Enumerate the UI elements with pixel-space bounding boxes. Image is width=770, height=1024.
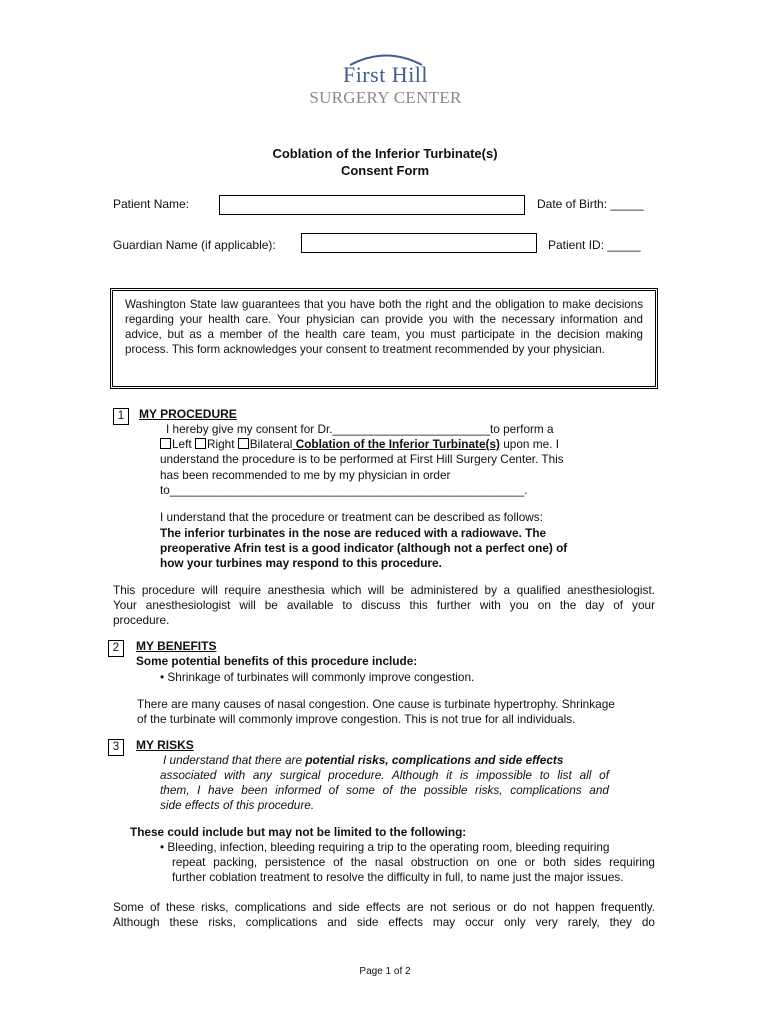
section-number-2: 2	[108, 640, 124, 657]
upon-me-text: upon me. I	[499, 437, 559, 451]
page-number: Page 1 of 2	[359, 966, 411, 977]
risk-text-1: Bleeding, infection, bleeding requiring a trip to the operating room, bleeding requiring	[167, 840, 610, 854]
notice-box: Washington State law guarantees that you have both the right and the obligation to make decisions regarding your health care. Your physician can provide you with the necessary information and advice, but as a member of the health care team, you must participate in the decision making process. This form acknowledges your consent to treatment recommended by your physician.	[110, 288, 658, 389]
congestion-line-1: There are many causes of nasal congestion. One cause is turbinate hypertrophy. Shrinkage	[137, 697, 615, 711]
patient-name-field[interactable]	[219, 195, 525, 215]
description-line-3: how your turbines may respond to this procedure.	[160, 556, 442, 570]
closing-line-2: Although these risks, complications and side effects may occur only very rarely, they do	[113, 915, 655, 929]
side-selection-line	[160, 437, 559, 452]
anesthesia-line-3: procedure.	[113, 613, 170, 627]
left-label: Left	[172, 437, 192, 451]
procedure-name: Coblation of the Inferior Turbinate(s)	[292, 437, 500, 451]
risk-text-3: further coblation treatment to resolve the difficulty in full, to name just the major issues.	[172, 870, 624, 884]
risk-text-2: repeat packing, persistence of the nasal obstruction on one or both sides requiring	[172, 855, 655, 869]
anesthesia-line-2: Your anesthesiologist will be available to discuss this further with you on the day of your	[113, 598, 655, 612]
bilateral-checkbox[interactable]	[238, 438, 249, 449]
risks-line-2: associated with any surgical procedure. Although it is impossible to list all of	[160, 768, 609, 782]
description-intro: I understand that the procedure or treatment can be described as follows:	[160, 510, 543, 524]
section-number-1: 1	[113, 408, 129, 425]
guardian-name-field[interactable]	[301, 233, 537, 253]
section-heading-procedure: MY PROCEDURE	[139, 407, 237, 421]
description-line-2: preoperative Afrin test is a good indicator (although not a perfect one) of	[160, 541, 568, 555]
bilateral-label: Bilateral	[249, 437, 293, 451]
section-number-3: 3	[108, 739, 124, 756]
benefit-item: • Shrinkage of turbinates will commonly improve congestion.	[160, 670, 475, 684]
risks-emphasis: potential risks, complications and side effects	[305, 753, 564, 767]
right-checkbox[interactable]	[195, 438, 206, 449]
section-heading-benefits: MY BENEFITS	[136, 639, 217, 653]
closing-line-1: Some of these risks, complications and side effects are not serious or do not happen frequently.	[113, 900, 655, 914]
consent-doctor-line: I hereby give my consent for Dr.________________________to perform a	[166, 422, 554, 436]
benefits-subheading: Some potential benefits of this procedure include:	[136, 654, 418, 668]
section-heading-risks: MY RISKS	[136, 738, 194, 752]
purpose-line: to______________________________________________________.	[160, 483, 528, 497]
anesthesia-line-1: This procedure will require anesthesia which will be administered by a qualified anesthesiologist.	[113, 583, 655, 597]
risks-line-1	[163, 753, 563, 768]
form-subtitle: Consent Form	[340, 163, 430, 178]
recommended-line: has been recommended to me by my physician in order	[160, 468, 451, 482]
description-line-1: The inferior turbinates in the nose are reduced with a radiowave. The	[160, 526, 547, 540]
right-label: Right	[206, 437, 235, 451]
logo-subtitle: SURGERY CENTER	[309, 88, 462, 107]
guardian-name-label: Guardian Name (if applicable):	[113, 238, 276, 252]
benefit-text: Shrinkage of turbinates will commonly improve congestion.	[167, 670, 475, 684]
risks-line-1-text: I understand that there are	[163, 753, 306, 767]
congestion-line-2: of the turbinate will commonly improve congestion. This is not true for all individuals.	[137, 712, 576, 726]
risks-subheading: These could include but may not be limited to the following:	[130, 825, 467, 839]
left-checkbox[interactable]	[160, 438, 171, 449]
logo-name: First Hill	[342, 62, 429, 87]
patient-name-label: Patient Name:	[113, 197, 190, 211]
patient-id-label: Patient ID: _____	[548, 238, 641, 252]
risks-line-4: side effects of this procedure.	[160, 798, 315, 812]
risks-line-3: them, I have been informed of some of the possible risks, complications and	[160, 783, 609, 797]
logo	[298, 52, 473, 108]
risk-item: • Bleeding, infection, bleeding requiring a trip to the operating room, bleeding requiring	[160, 840, 610, 854]
procedure-location-line: understand the procedure is to be performed at First Hill Surgery Center. This	[160, 452, 564, 466]
date-of-birth-label: Date of Birth: _____	[537, 197, 644, 211]
form-title: Coblation of the Inferior Turbinate(s)	[272, 146, 498, 161]
